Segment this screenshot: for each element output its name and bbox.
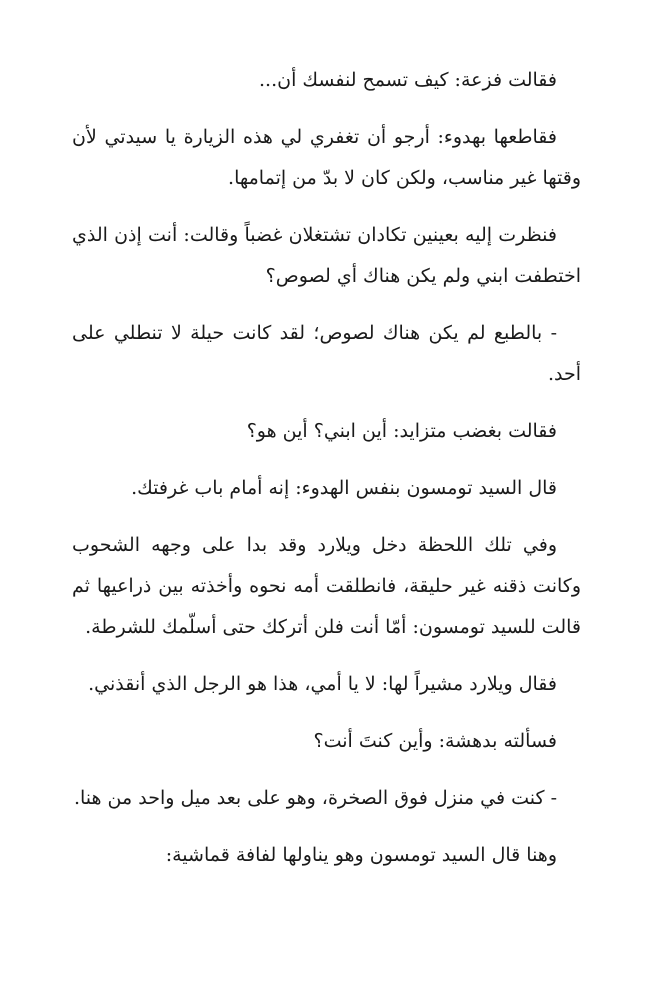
paragraph: وفي تلك اللحظة دخل ويلارد وقد بدا على وجهه الشحوب وكانت ذقنه غير حليقة، فانطلقت أمه نحوه وأخذته بين ذراعيها ثم قالت للسيد تومسون: أمّا أنت فلن أتركك حتى أسلّمك للشرطة. xyxy=(72,534,581,638)
paragraph: وهنا قال السيد تومسون وهو يناولها لفافة قماشية: xyxy=(165,844,557,866)
paragraph: فقالت بغضب متزايد: أين ابني؟ أين هو؟ xyxy=(246,420,557,442)
paragraph: فسألته بدهشة: وأين كنتَ أنت؟ xyxy=(313,730,557,752)
paragraph: - بالطبع لم يكن هناك لصوص؛ لقد كانت حيلة لا تنطلي على أحد. xyxy=(72,322,581,385)
paragraph: فقال ويلارد مشيراً لها: لا يا أمي، هذا هو الرجل الذي أنقذني. xyxy=(88,673,557,695)
paragraph: قال السيد تومسون بنفس الهدوء: إنه أمام باب غرفتك. xyxy=(131,477,557,499)
paragraph: فقالت فزعة: كيف تسمح لنفسك أن... xyxy=(259,69,557,91)
paragraph: فقاطعها بهدوء: أرجو أن تغفري لي هذه الزيارة يا سيدتي لأن وقتها غير مناسب، ولكن كان لا بدّ من إتمامها. xyxy=(72,126,581,189)
paragraph: - كنت في منزل فوق الصخرة، وهو على بعد ميل واحد من هنا. xyxy=(73,787,557,809)
paragraph: فنظرت إليه بعينين تكادان تشتغلان غضباً وقالت: أنت إذن الذي اختطفت ابني ولم يكن هناك أي لصوص؟ xyxy=(72,224,581,287)
